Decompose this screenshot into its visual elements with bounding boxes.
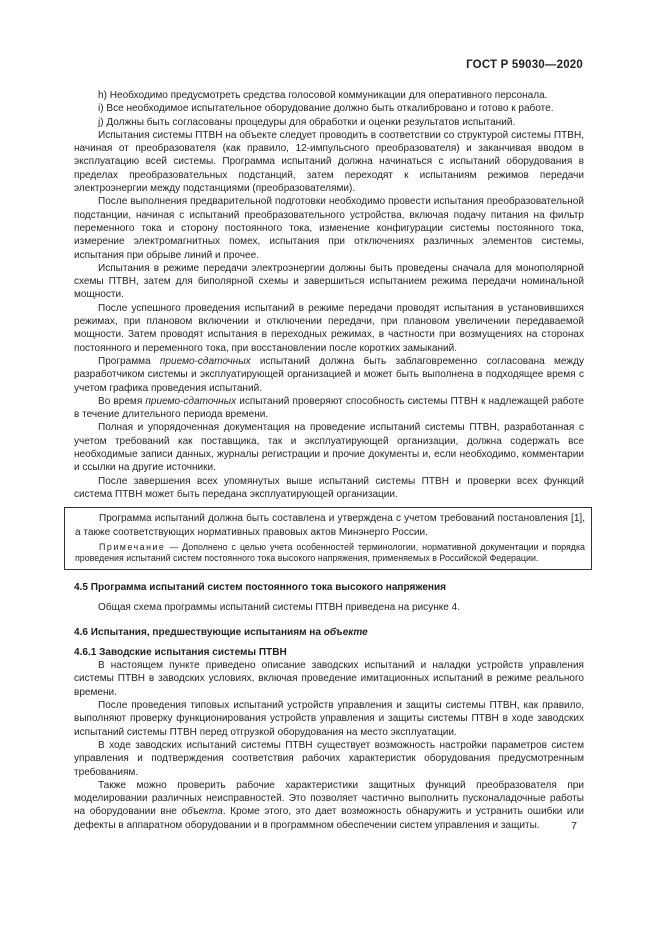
- paragraph: После успешного проведения испытаний в режиме передачи проводят испытания в установившихся режимах, при плановом включении и отключении передачи, при плановом увеличении передаваемой мощности. Затем проводят испытания в переходных режимах, в частности при возмущениях на сторонах постоянного и переменного тока, при восстановлении после коротких замыканий.: [74, 302, 584, 354]
- section-4-5-text: Общая схема программы испытаний системы ПТВН приведена на рисунке 4.: [98, 602, 461, 614]
- note-label: Примечание: [99, 541, 166, 552]
- paragraph: Также можно проверить рабочие характеристики защитных функций преобразователя при моделировании различных неисправностей. Это позволяет частично выполнить пусконаладочные работы на оборудовании вне объекта. Кроме этого, это дает возможность обнаружить и устранить ошибки или дефекты в аппаратном оборудовании и в программном обеспечении систем управления и защиты.: [74, 779, 584, 831]
- paragraph: После завершения всех упомянутых выше испытаний системы ПТВН и проверки всех функций система ПТВН может быть передана эксплуатирующей организации.: [74, 475, 584, 500]
- paragraph-during: Во время приемо-сдаточных испытаний проверяют способность системы ПТВН к надлежащей работе в течение длительного периода времени.: [74, 395, 584, 421]
- list-item-i: i) Все необходимое испытательное оборудование должно быть откалибровано и готово к работе.: [98, 103, 554, 115]
- national-addition-box: [64, 507, 592, 570]
- section-4-6-1-heading: 4.6.1 Заводские испытания системы ПТВН: [74, 646, 287, 658]
- box-text: Программа испытаний должна быть составлена и утверждена с учетом требований постановления [1], а также соответствующих нормативных правовых актов Минэнерго России.: [75, 513, 585, 538]
- paragraph: В настоящем пункте приведено описание заводских испытаний и наладки устройств управления системы ПТВН в заводских условиях, включая проведение имитационных испытаний в режиме реального времени.: [74, 660, 584, 698]
- section-4-6-heading: 4.6 Испытания, предшествующие испытаниям на объекте: [74, 626, 368, 638]
- document-header: ГОСТ Р 59030—2020: [466, 59, 583, 71]
- page-content: [74, 89, 584, 832]
- paragraph-program: Программа приемо-сдаточных испытаний должна быть заблаговременно согласована между разработчиком системы и эксплуатирующей организацией и может быть выполнена в подходящее время с учетом графика проведения испытаний.: [74, 355, 584, 394]
- paragraph: Испытания в режиме передачи электроэнергии должны быть проведены сначала для монополярной схемы ПТВН, затем для биполярной схемы и завершиться испытанием режима передачи номинальной мощности.: [74, 262, 584, 301]
- paragraph: Испытания системы ПТВН на объекте следует проводить в соответствии со структурой системы ПТВН, начиная от преобразователя (как правило, 12-импульсного преобразователя) и заканчивая вводом в эксплуатацию всей системы. Программа испытаний должна начинаться с испытаний оборудования в пределах преобразовательных подстанций, затем переходят к испытаниям режимов передачи электроэнергии между подстанциями (преобразователями).: [74, 129, 584, 195]
- paragraph: После выполнения предварительной подготовки необходимо провести испытания преобразовательной подстанции, начиная с испытаний преобразовательного устройства, включая подачу питания на фильтр переменного тока и сторону постоянного тока, изменение конфигурации системы постоянного тока, измерение электромагнитных помех, испытания при отключениях различных элементов системы, испытания при обрыве линий и прочее.: [74, 196, 584, 261]
- page-number: 7: [571, 820, 577, 832]
- section-4-5-heading: 4.5 Программа испытаний систем постоянного тока высокого напряжения: [74, 581, 447, 593]
- list-item-j: j) Должны быть согласованы процедуры для обработки и оценки результатов испытаний.: [98, 116, 516, 128]
- box-note: Примечание — Дополнено с целью учета особенностей терминологии, нормативной документации и порядка проведения испытаний систем постоянного тока высокого напряжения, применяемых в Российской Федерации.: [75, 541, 585, 564]
- paragraph: В ходе заводских испытаний системы ПТВН существует возможность настройки параметров систем управления и подтверждения соответствия рабочих характеристик оборудования предусмотренным требованиям.: [74, 739, 584, 778]
- paragraph: Полная и упорядоченная документация на проведение испытаний системы ПТВН, разработанная с учетом требований как поставщика, так и эксплуатирующей организации, должна содержать все необходимые записи данных, журналы регистрации и прочие документы и, если необходимо, комментарии и ссылки на другие источники.: [74, 422, 584, 474]
- list-item-h: h) Необходимо предусмотреть средства голосовой коммуникации для оперативного персонала.: [98, 90, 548, 101]
- paragraph: После проведения типовых испытаний устройств управления и защиты системы ПТВН, как правило, выполняют проверку функционирования устройств управления и защиты системы ПТВН в ходе заводских испытаний системы ПТВН перед отгрузкой оборудования на место эксплуатации.: [74, 700, 584, 738]
